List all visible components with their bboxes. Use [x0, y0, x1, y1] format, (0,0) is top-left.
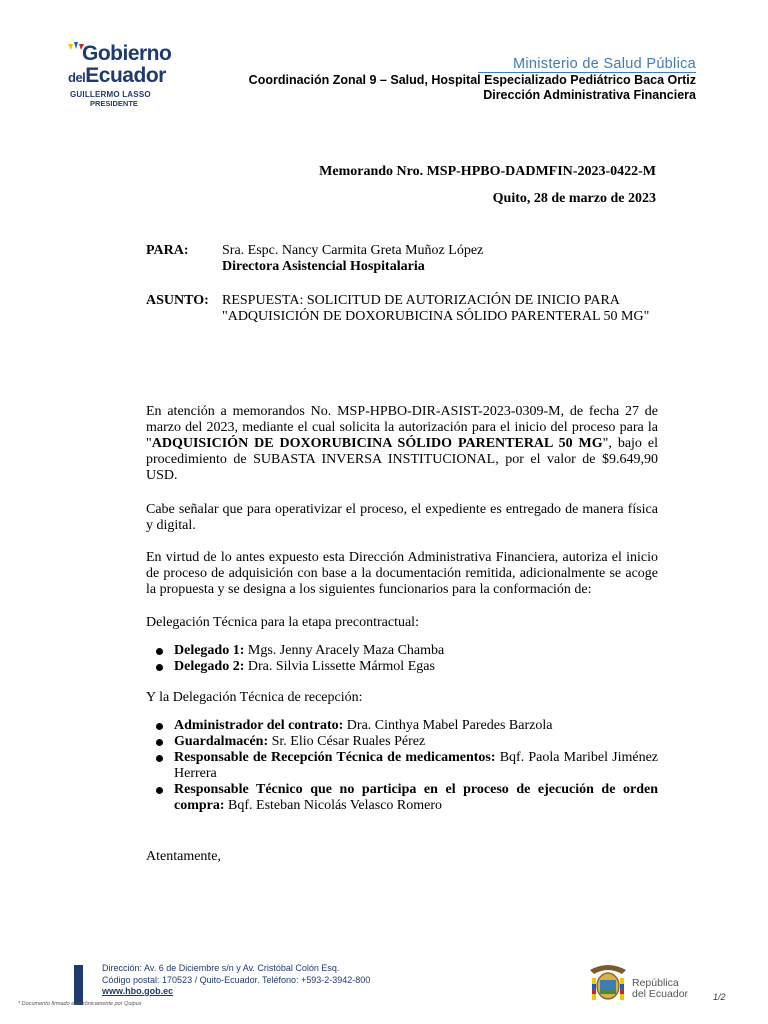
list-item: Delegado 2: Dra. Silvia Lissette Mármol Egas — [146, 659, 658, 675]
delegation-reception-list — [146, 718, 658, 814]
footer-accent-bar — [74, 965, 83, 1005]
body-paragraph-1: En atención a memorandos No. MSP-HPBO-DIR-ASIST-2023-0309-M, de fecha 27 de marzo del 2023, mediante el cual solicita la autorización para el inicio del proceso para la "ADQUISICIÓN DE DOXORUBICINA SÓLIDO PARENTERAL 50 MG", bajo el procedimiento de SUBASTA INVERSA INSTITUCIONAL, por el valor de $9.649,90 USD. — [146, 404, 658, 483]
list-item: Delegado 1: Mgs. Jenny Aracely Maza Chamba — [146, 643, 658, 659]
body-paragraph-4: Delegación Técnica para la etapa precontractual: — [146, 615, 419, 630]
body-paragraph-5: Y la Delegación Técnica de recepción: — [146, 690, 363, 705]
footer-contact — [102, 963, 370, 998]
list-item: Guardalmacén: Sr. Elio César Ruales Pérez — [146, 734, 658, 750]
recipient-title: Directora Asistencial Hospitalaria — [222, 259, 425, 274]
ministry-name: Ministerio de Salud Pública — [513, 56, 696, 72]
asunto-text: RESPUESTA: SOLICITUD DE AUTORIZACIÓN DE INICIO PARA "ADQUISICIÓN DE DOXORUBICINA SÓLIDO PARENTERAL 50 MG" — [222, 293, 650, 324]
logo-text-ecuador: delEcuador — [68, 64, 166, 87]
footer-website-link[interactable]: www.hbo.gob.ec — [102, 986, 174, 996]
logo-text-president-name: GUILLERMO LASSO — [70, 90, 151, 99]
direction-name: Dirección Administrativa Financiera — [483, 88, 696, 102]
list-item: Administrador del contrato: Dra. Cinthya Mabel Paredes Barzola — [146, 718, 658, 734]
logo-text-gobierno: Gobierno — [82, 42, 172, 65]
page-number: 1/2 — [713, 992, 726, 1002]
gobierno-logo — [64, 40, 174, 110]
footer-address: Dirección: Av. 6 de Diciembre s/n y Av. Cristóbal Colón Esq. — [102, 963, 340, 973]
asunto-label: ASUNTO: — [146, 293, 209, 308]
list-item: Responsable Técnico que no participa en el proceso de ejecución de orden compra: Bqf. Esteban Nicolás Velasco Romero — [146, 782, 658, 814]
list-item: Responsable de Recepción Técnica de medicamentos: Bqf. Paola Maribel Jiménez Herrera — [146, 750, 658, 782]
memo-date: Quito, 28 de marzo de 2023 — [492, 191, 656, 206]
body-paragraph-3: En virtud de lo antes expuesto esta Dirección Administrativa Financiera, autoriza el inicio de proceso de adquisición con base a la documentación remitida, adicionalmente se acoge la propuesta y se designa a los siguientes funcionarios para la conformación de: — [146, 550, 658, 597]
closing-text: Atentamente, — [146, 849, 222, 864]
memo-number: Memorando Nro. MSP-HPBO-DADMFIN-2023-0422-M — [319, 164, 656, 179]
delegation-precontractual-list — [146, 643, 658, 675]
footer-signature-note: * Documento firmado electrónicamente por Quipux — [18, 1001, 142, 1007]
republica-wordmark: República del Ecuador — [632, 977, 689, 1000]
coordination-name: Coordinación Zonal 9 – Salud, Hospital Especializado Pediátrico Baca Ortiz — [248, 73, 696, 87]
body-paragraph-2: Cabe señalar que para operativizar el proceso, el expediente es entregado de manera física y digital. — [146, 502, 658, 533]
logo-text-president-title: PRESIDENTE — [90, 99, 138, 108]
recipient-name: Sra. Espc. Nancy Carmita Greta Muñoz López — [222, 243, 484, 258]
para-label: PARA: — [146, 243, 189, 258]
footer-postal: Código postal: 170523 / Quito-Ecuador. Teléfono: +593-2-3942-800 — [102, 974, 371, 985]
coat-of-arms-icon — [586, 960, 630, 1006]
